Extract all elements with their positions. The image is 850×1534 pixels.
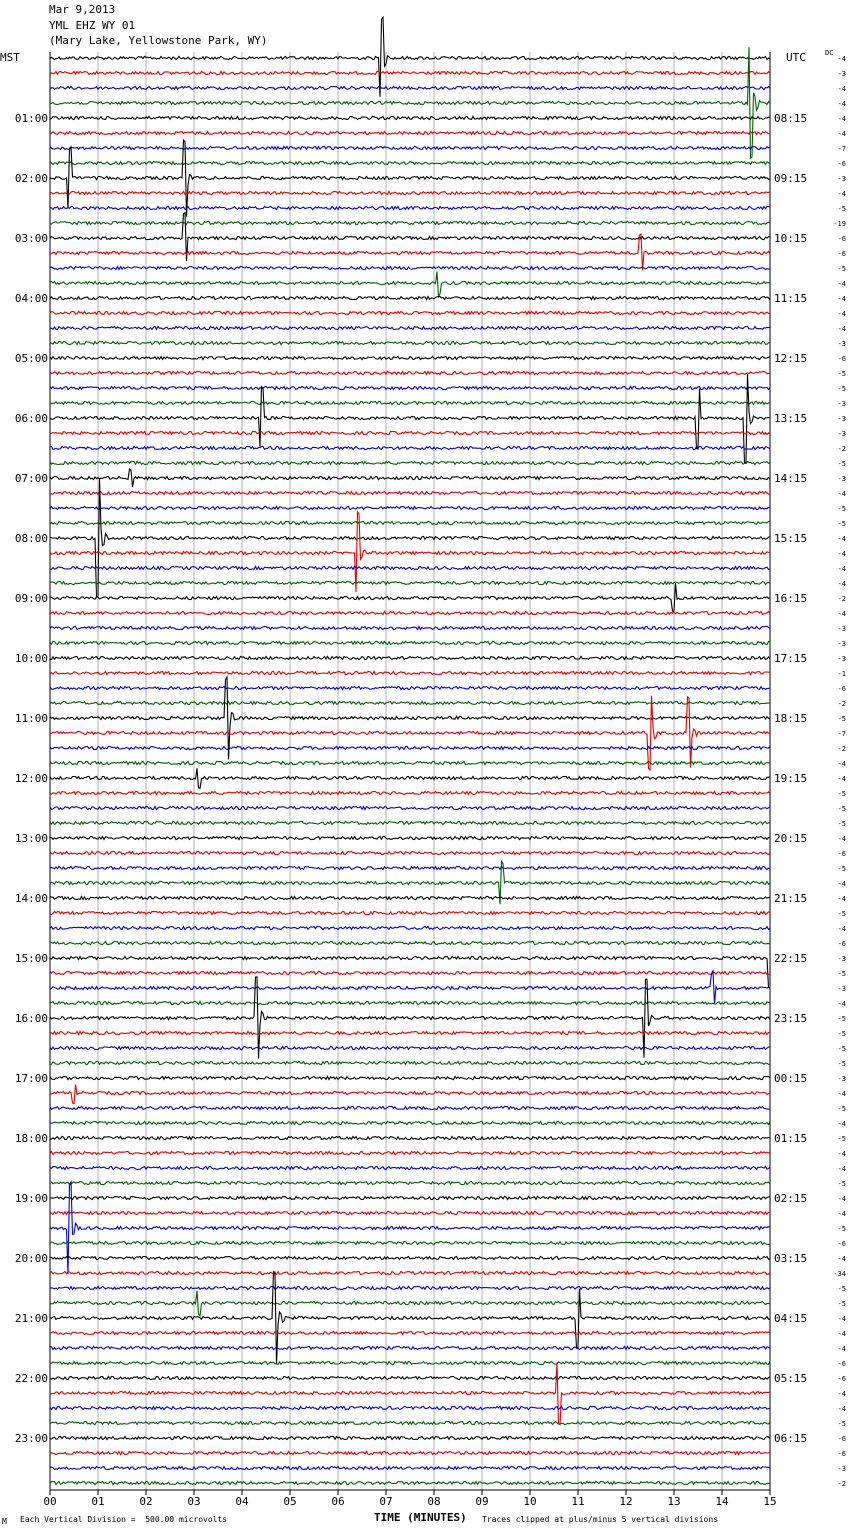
seismic-trace xyxy=(50,206,770,209)
seismic-trace xyxy=(50,611,770,614)
x-tick-label: 08 xyxy=(427,1495,441,1508)
dc-offset-label: -7 xyxy=(837,145,846,153)
dc-offset-label: -3 xyxy=(837,985,846,993)
seismic-trace xyxy=(50,1466,770,1469)
dc-offset-label: -5 xyxy=(837,1285,846,1293)
dc-offset-label: -5 xyxy=(837,385,846,393)
seismic-trace xyxy=(50,821,770,824)
dc-offset-label: -3 xyxy=(837,955,846,963)
dc-offset-label: -4 xyxy=(837,925,846,933)
dc-offset-label: -4 xyxy=(837,1210,846,1218)
seismic-trace xyxy=(50,1085,770,1104)
left-hour-label: 17:00 xyxy=(14,1072,48,1085)
x-tick-label: 07 xyxy=(379,1495,393,1508)
seismic-trace xyxy=(50,671,770,674)
dc-offset-label: -5 xyxy=(837,970,846,978)
seismic-trace xyxy=(50,1421,770,1424)
dc-offset-label: -3 xyxy=(837,1075,846,1083)
division-note: Each Vertical Division = 500.00 microvolts xyxy=(20,1515,228,1524)
seismic-trace xyxy=(50,768,770,788)
left-hour-label: 07:00 xyxy=(14,472,48,485)
left-hour-label: 23:00 xyxy=(14,1432,48,1445)
seismic-trace xyxy=(50,896,770,899)
dc-offset-label: -4 xyxy=(837,1330,846,1338)
dc-offset-label: -4 xyxy=(837,775,846,783)
seismic-trace xyxy=(50,71,770,74)
dc-offset-label: -5 xyxy=(837,205,846,213)
seismic-trace xyxy=(50,266,770,269)
seismic-trace xyxy=(50,341,770,344)
left-hour-label: 06:00 xyxy=(14,412,48,425)
dc-offset-label: -3 xyxy=(837,655,846,663)
dc-offset-label: -5 xyxy=(837,865,846,873)
seismic-trace xyxy=(50,696,770,770)
seismic-trace xyxy=(50,1346,770,1349)
dc-offset-label: -4 xyxy=(837,100,846,108)
seismic-trace xyxy=(50,461,770,464)
dc-offset-label: -4 xyxy=(837,1390,846,1398)
dc-offset-label: -4 xyxy=(837,115,846,123)
dc-offset-label: -5 xyxy=(837,910,846,918)
dc-offset-label: -2 xyxy=(837,700,846,708)
seismic-trace xyxy=(50,836,770,839)
left-hour-label: 05:00 xyxy=(14,352,48,365)
dc-offset-label: -4 xyxy=(837,1150,846,1158)
seismic-trace xyxy=(50,971,770,1004)
seismic-trace xyxy=(50,971,770,974)
left-hour-label: 21:00 xyxy=(14,1312,48,1325)
dc-offset-label: -3 xyxy=(837,1465,846,1473)
seismic-trace xyxy=(50,1436,770,1439)
dc-offset-label: -2 xyxy=(837,445,846,453)
dc-offset-label: -19 xyxy=(833,220,846,228)
right-hour-label: 01:15 xyxy=(774,1132,808,1145)
dc-offset-label: -6 xyxy=(837,850,846,858)
dc-offset-label: -4 xyxy=(837,1255,846,1263)
seismic-trace xyxy=(50,1166,770,1169)
dc-offset-label: -4 xyxy=(837,895,846,903)
seismic-trace xyxy=(50,1076,770,1079)
seismic-trace xyxy=(50,521,770,524)
dc-offset-label: -4 xyxy=(837,130,846,138)
dc-offset-label: -3 xyxy=(837,625,846,633)
dc-column-label: DC xyxy=(825,49,834,57)
seismic-trace xyxy=(50,911,770,914)
x-tick-label: 15 xyxy=(763,1495,777,1508)
seismic-trace xyxy=(50,761,770,764)
dc-offset-label: -4 xyxy=(837,1120,846,1128)
left-hour-label: 08:00 xyxy=(14,532,48,545)
dc-offset-label: -5 xyxy=(837,1300,846,1308)
x-tick-label: 03 xyxy=(187,1495,201,1508)
dc-offset-label: -5 xyxy=(837,505,846,513)
left-hour-label: 16:00 xyxy=(14,1012,48,1025)
seismic-trace xyxy=(50,1181,770,1184)
left-hour-label: 02:00 xyxy=(14,172,48,185)
seismic-trace xyxy=(50,583,770,611)
right-hour-label: 19:15 xyxy=(774,772,808,785)
seismic-trace xyxy=(50,1211,770,1214)
left-hour-label: 11:00 xyxy=(14,712,48,725)
right-hour-label: 02:15 xyxy=(774,1192,808,1205)
x-tick-label: 11 xyxy=(571,1495,585,1508)
dc-offset-label: -4 xyxy=(837,535,846,543)
seismic-trace xyxy=(50,326,770,329)
seismic-trace xyxy=(50,161,770,164)
dc-offset-label: -5 xyxy=(837,1225,846,1233)
dc-offset-label: -3 xyxy=(837,175,846,183)
seismic-trace xyxy=(50,626,770,629)
seismic-trace xyxy=(50,213,770,261)
seismic-trace xyxy=(50,1196,770,1199)
seismic-trace xyxy=(50,146,770,149)
dc-offset-label: -4 xyxy=(837,1405,846,1413)
x-tick-label: 10 xyxy=(523,1495,537,1508)
dc-offset-label: -5 xyxy=(837,805,846,813)
dc-offset-label: -5 xyxy=(837,1060,846,1068)
dc-offset-label: -6 xyxy=(837,1375,846,1383)
seismic-trace xyxy=(50,1121,770,1124)
dc-offset-label: -4 xyxy=(837,580,846,588)
right-hour-label: 06:15 xyxy=(774,1432,808,1445)
header-date: Mar 9,2013 xyxy=(49,3,116,16)
dc-offset-label: -3 xyxy=(837,475,846,483)
dc-offset-label: -5 xyxy=(837,460,846,468)
right-hour-label: 22:15 xyxy=(774,952,808,965)
seismic-trace xyxy=(50,371,770,374)
right-hour-label: 17:15 xyxy=(774,652,808,665)
header-location: (Mary Lake, Yellowstone Park, WY) xyxy=(49,34,268,47)
x-tick-label: 01 xyxy=(91,1495,105,1508)
clip-note: Traces clipped at plus/minus 5 vertical divisions xyxy=(482,1515,719,1524)
dc-offset-label: -4 xyxy=(837,190,846,198)
left-hour-label: 14:00 xyxy=(14,892,48,905)
seismic-trace xyxy=(50,116,770,119)
dc-offset-label: -2 xyxy=(837,745,846,753)
seismic-trace xyxy=(50,641,770,644)
right-hour-label: 05:15 xyxy=(774,1372,808,1385)
left-hour-label: 09:00 xyxy=(14,592,48,605)
seismic-trace xyxy=(50,1106,770,1109)
header-station: YML EHZ WY 01 xyxy=(49,19,136,32)
seismic-trace xyxy=(50,746,770,749)
seismic-trace xyxy=(50,656,770,659)
footer-corner-mark: M xyxy=(2,1517,7,1526)
x-tick-label: 12 xyxy=(619,1495,633,1508)
dc-offset-label: -4 xyxy=(837,1195,846,1203)
x-tick-label: 04 xyxy=(235,1495,249,1508)
dc-offset-label: -5 xyxy=(837,1030,846,1038)
dc-offset-label: -4 xyxy=(837,1165,846,1173)
dc-offset-label: -5 xyxy=(837,1180,846,1188)
seismic-trace xyxy=(50,1182,770,1274)
seismic-trace xyxy=(50,1151,770,1154)
seismic-trace xyxy=(50,1256,770,1259)
seismic-trace xyxy=(50,469,770,487)
seismic-trace xyxy=(50,431,770,434)
dc-offset-label: -4 xyxy=(837,325,846,333)
right-hour-label: 04:15 xyxy=(774,1312,808,1325)
dc-offset-label: -4 xyxy=(837,55,846,63)
dc-offset-label: -6 xyxy=(837,1450,846,1458)
left-hour-label: 12:00 xyxy=(14,772,48,785)
dc-offset-label: -4 xyxy=(837,295,846,303)
seismic-trace xyxy=(50,1061,770,1064)
seismic-trace xyxy=(50,86,770,89)
right-hour-label: 10:15 xyxy=(774,232,808,245)
right-hour-label: 08:15 xyxy=(774,112,808,125)
seismic-trace xyxy=(50,386,770,389)
left-hour-label: 10:00 xyxy=(14,652,48,665)
seismic-trace xyxy=(50,866,770,869)
seismic-trace xyxy=(50,1046,770,1049)
seismic-trace xyxy=(50,401,770,404)
seismic-trace xyxy=(50,941,770,944)
seismic-trace xyxy=(50,926,770,929)
seismic-trace xyxy=(50,140,770,217)
seismic-trace xyxy=(50,1363,770,1425)
dc-offset-label: -6 xyxy=(837,160,846,168)
dc-offset-label: -7 xyxy=(837,730,846,738)
dc-offset-label: -5 xyxy=(837,1420,846,1428)
dc-offset-label: -3 xyxy=(837,70,846,78)
dc-offset-label: -4 xyxy=(837,1090,846,1098)
right-hour-label: 18:15 xyxy=(774,712,808,725)
dc-offset-label: -6 xyxy=(837,685,846,693)
dc-offset-label: -4 xyxy=(837,310,846,318)
right-timezone-label: UTC xyxy=(786,51,806,64)
seismic-trace xyxy=(50,512,770,592)
left-hour-label: 03:00 xyxy=(14,232,48,245)
dc-offset-label: -4 xyxy=(837,760,846,768)
dc-offset-label: -5 xyxy=(837,265,846,273)
x-tick-label: 06 xyxy=(331,1495,345,1508)
dc-offset-label: -4 xyxy=(837,1345,846,1353)
seismic-trace xyxy=(50,581,770,584)
seismic-trace xyxy=(50,446,770,449)
right-hour-label: 23:15 xyxy=(774,1012,808,1025)
dc-offset-label: -4 xyxy=(837,565,846,573)
dc-offset-label: -4 xyxy=(837,880,846,888)
seismic-trace xyxy=(50,47,770,158)
dc-offset-label: -4 xyxy=(837,550,846,558)
x-tick-label: 13 xyxy=(667,1495,681,1508)
seismic-trace xyxy=(50,566,770,569)
right-hour-label: 03:15 xyxy=(774,1252,808,1265)
right-hour-label: 14:15 xyxy=(774,472,808,485)
dc-offset-label: -1 xyxy=(837,670,846,678)
seismic-trace xyxy=(50,17,770,97)
dc-offset-label: -3 xyxy=(837,415,846,423)
x-tick-label: 09 xyxy=(475,1495,489,1508)
dc-offset-label: -6 xyxy=(837,1360,846,1368)
dc-offset-label: -4 xyxy=(837,610,846,618)
dc-offset-label: -6 xyxy=(837,355,846,363)
seismic-trace xyxy=(50,1271,770,1274)
right-hour-label: 09:15 xyxy=(774,172,808,185)
dc-offset-label: -34 xyxy=(833,1270,846,1278)
seismic-trace xyxy=(50,191,770,194)
seismic-trace xyxy=(50,356,770,359)
dc-offset-label: -5 xyxy=(837,370,846,378)
dc-offset-label: -2 xyxy=(837,1480,846,1488)
seismic-trace xyxy=(50,1286,770,1289)
seismic-trace xyxy=(50,1272,770,1365)
left-hour-label: 04:00 xyxy=(14,292,48,305)
dc-offset-label: -4 xyxy=(837,85,846,93)
seismic-trace xyxy=(50,491,770,494)
left-hour-label: 20:00 xyxy=(14,1252,48,1265)
dc-offset-label: -5 xyxy=(837,1135,846,1143)
seismic-trace xyxy=(50,131,770,134)
x-tick-label: 05 xyxy=(283,1495,297,1508)
right-hour-label: 12:15 xyxy=(774,352,808,365)
dc-offset-label: -5 xyxy=(837,820,846,828)
seismic-trace xyxy=(50,506,770,509)
dc-offset-label: -2 xyxy=(837,595,846,603)
left-hour-label: 01:00 xyxy=(14,112,48,125)
seismic-trace xyxy=(50,1451,770,1454)
right-hour-label: 00:15 xyxy=(774,1072,808,1085)
seismic-trace xyxy=(50,701,770,704)
left-hour-label: 15:00 xyxy=(14,952,48,965)
right-hour-label: 11:15 xyxy=(774,292,808,305)
seismic-trace xyxy=(50,296,770,299)
dc-offset-label: -6 xyxy=(837,250,846,258)
left-hour-label: 18:00 xyxy=(14,1132,48,1145)
dc-offset-label: -5 xyxy=(837,520,846,528)
dc-offset-label: -5 xyxy=(837,1105,846,1113)
right-hour-label: 13:15 xyxy=(774,412,808,425)
dc-offset-label: -5 xyxy=(837,1015,846,1023)
dc-offset-label: -3 xyxy=(837,340,846,348)
right-hour-label: 16:15 xyxy=(774,592,808,605)
dc-offset-label: -4 xyxy=(837,835,846,843)
dc-offset-label: -3 xyxy=(837,640,846,648)
dc-offset-label: -4 xyxy=(837,1000,846,1008)
seismic-trace xyxy=(50,311,770,314)
dc-offset-label: -4 xyxy=(837,280,846,288)
left-timezone-label: MST xyxy=(0,51,20,64)
dc-offset-label: -6 xyxy=(837,1240,846,1248)
dc-offset-label: -5 xyxy=(837,715,846,723)
left-hour-label: 22:00 xyxy=(14,1372,48,1385)
seismic-trace xyxy=(50,1241,770,1244)
seismic-trace xyxy=(50,1136,770,1139)
left-hour-label: 13:00 xyxy=(14,832,48,845)
seismic-trace xyxy=(50,1376,770,1379)
seismic-trace xyxy=(50,1481,770,1484)
seismic-trace xyxy=(50,1291,770,1316)
x-tick-label: 14 xyxy=(715,1495,729,1508)
seismic-trace xyxy=(50,1406,770,1409)
seismic-trace xyxy=(50,1031,770,1034)
dc-offset-label: -6 xyxy=(837,235,846,243)
seismic-trace xyxy=(50,1361,770,1364)
x-tick-label: 00 xyxy=(43,1495,57,1508)
dc-offset-label: -3 xyxy=(837,400,846,408)
dc-offset-label: -5 xyxy=(837,790,846,798)
dc-offset-label: -4 xyxy=(837,490,846,498)
seismic-trace xyxy=(50,479,770,598)
dc-offset-label: -5 xyxy=(837,1045,846,1053)
right-hour-label: 20:15 xyxy=(774,832,808,845)
dc-offset-label: -3 xyxy=(837,430,846,438)
x-tick-label: 02 xyxy=(139,1495,153,1508)
seismic-trace xyxy=(50,791,770,794)
x-axis-label: TIME (MINUTES) xyxy=(374,1511,467,1524)
dc-offset-label: -6 xyxy=(837,1435,846,1443)
seismic-trace xyxy=(50,272,770,297)
dc-offset-label: -6 xyxy=(837,940,846,948)
right-hour-label: 15:15 xyxy=(774,532,808,545)
seismic-trace xyxy=(50,956,770,988)
seismic-trace xyxy=(50,221,770,224)
right-hour-label: 21:15 xyxy=(774,892,808,905)
seismic-trace xyxy=(50,851,770,854)
dc-offset-label: -4 xyxy=(837,1315,846,1323)
left-hour-label: 19:00 xyxy=(14,1192,48,1205)
seismic-trace xyxy=(50,806,770,809)
seismic-trace xyxy=(50,1331,770,1334)
seismic-trace xyxy=(50,1001,770,1004)
seismic-trace xyxy=(50,686,770,689)
